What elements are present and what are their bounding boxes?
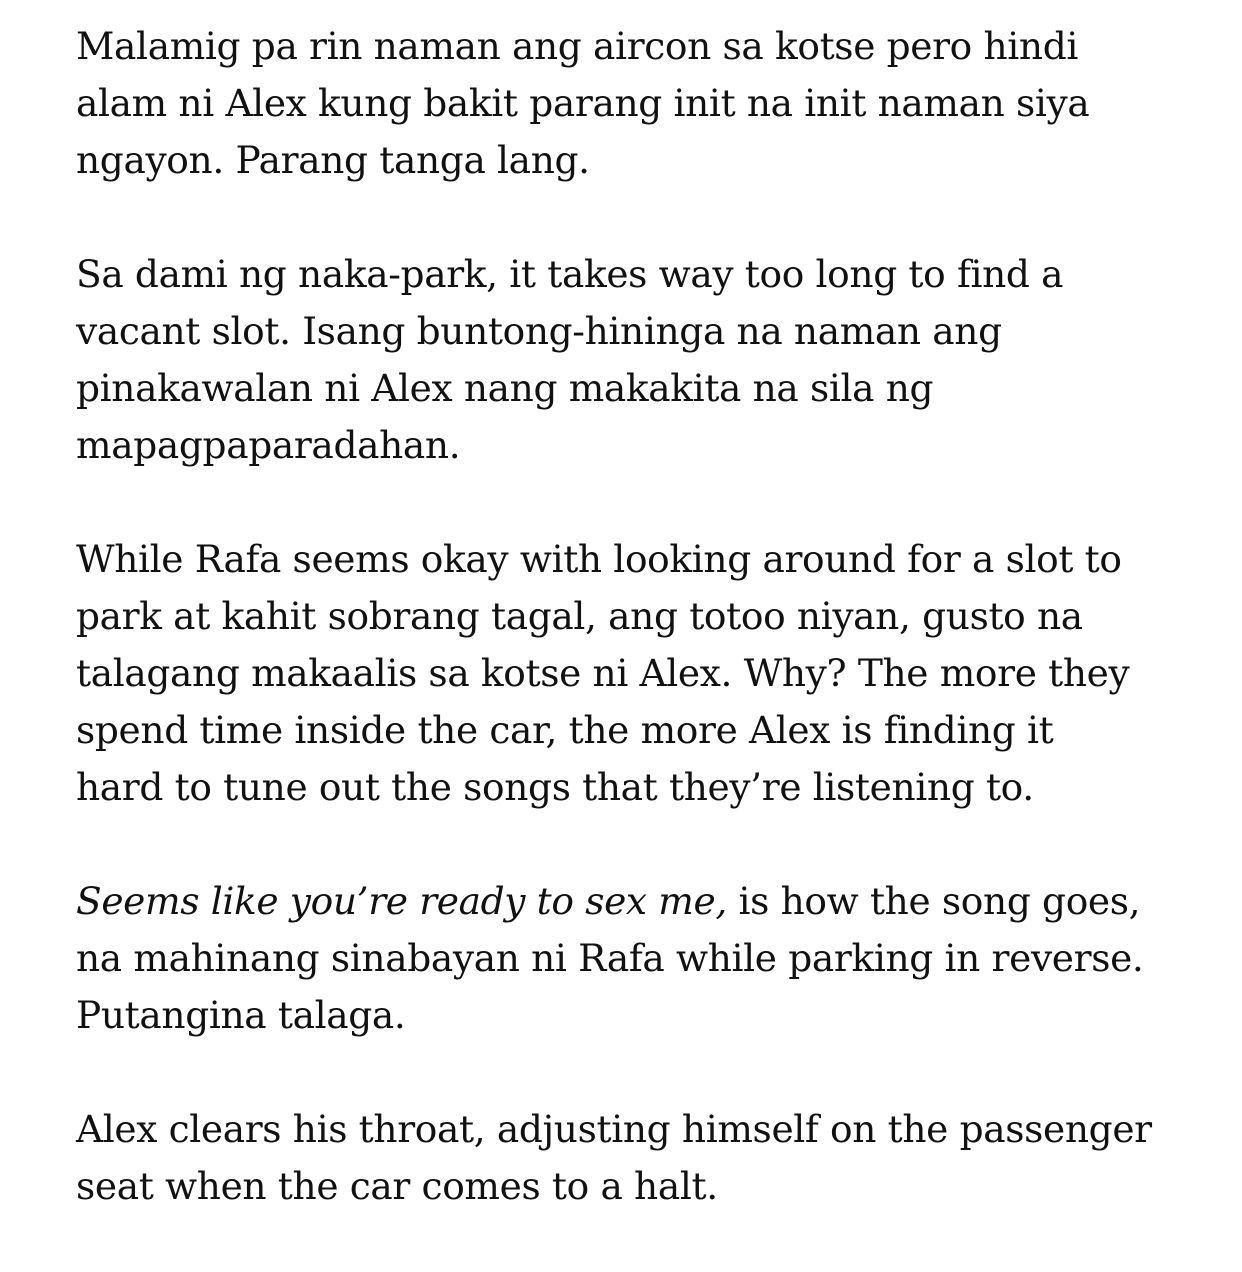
paragraph-4 — [76, 873, 1196, 1044]
text-line: hard to tune out the songs that they’re listening to. — [76, 765, 1034, 809]
paragraph-5 — [76, 1101, 1196, 1215]
document-body — [76, 18, 1196, 1272]
text-line — [76, 873, 1196, 930]
paragraph-2 — [76, 246, 1196, 474]
text-line: Malamig pa rin naman ang aircon sa kotse pero hindi — [76, 24, 1079, 68]
text-line: mapagpaparadahan. — [76, 423, 461, 467]
text-line: Alex clears his throat, adjusting himself on the passenger — [76, 1107, 1152, 1151]
text-line: talagang makaalis sa kotse ni Alex. Why? The more they — [76, 651, 1130, 695]
text-fragment: is how the song goes, — [726, 879, 1141, 923]
paragraph-3 — [76, 531, 1196, 816]
text-line: ngayon. Parang tanga lang. — [76, 138, 590, 182]
text-line: seat when the car comes to a halt. — [76, 1164, 718, 1208]
text-line: Sa dami ng naka-park, it takes way too long to find a — [76, 252, 1064, 296]
text-line: Putangina talaga. — [76, 993, 406, 1037]
text-line: vacant slot. Isang buntong-hininga na naman ang — [76, 309, 1002, 353]
text-line: alam ni Alex kung bakit parang init na init naman siya — [76, 81, 1090, 125]
text-line: While Rafa seems okay with looking around for a slot to — [76, 537, 1122, 581]
song-lyric-italic: Seems like you’re ready to sex me, — [76, 879, 727, 923]
paragraph-1 — [76, 18, 1196, 189]
text-line: spend time inside the car, the more Alex is finding it — [76, 708, 1054, 752]
text-line: park at kahit sobrang tagal, ang totoo niyan, gusto na — [76, 594, 1083, 638]
text-line: na mahinang sinabayan ni Rafa while parking in reverse. — [76, 936, 1144, 980]
text-line: pinakawalan ni Alex nang makakita na sila ng — [76, 366, 934, 410]
